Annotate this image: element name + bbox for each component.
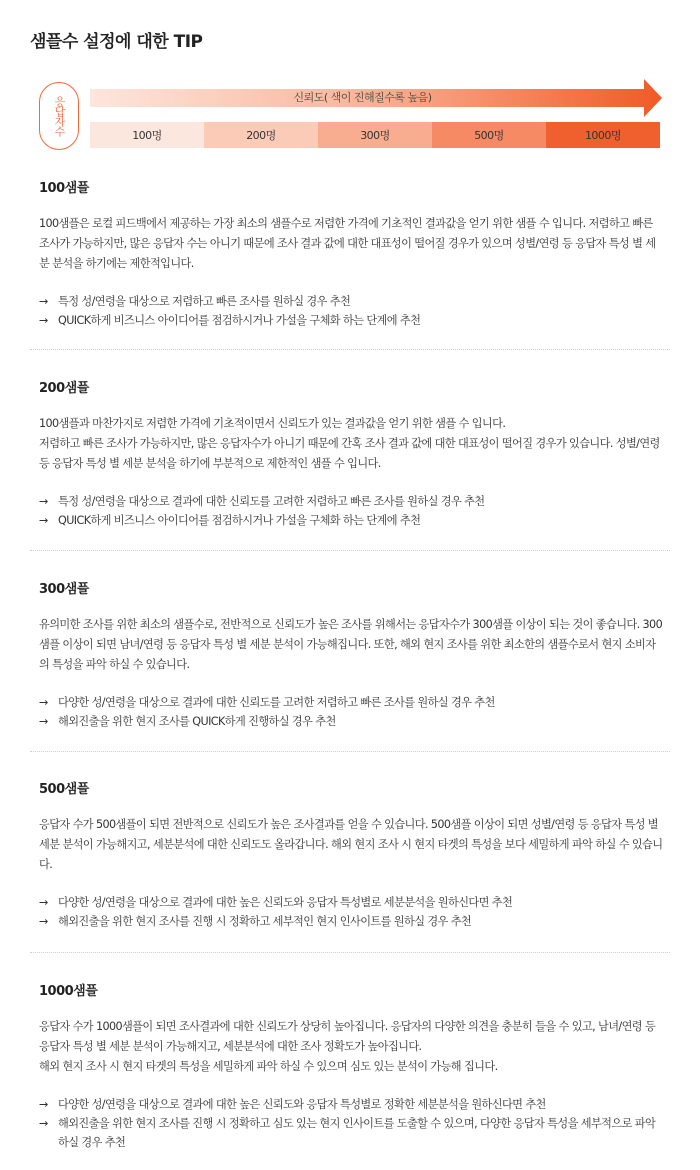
description-paragraph: 해외 현지 조사 시 현지 타겟의 특성을 세밀하게 파악 하실 수 있으며 심도 있는 분석이 가능해 집니다.: [39, 1060, 498, 1073]
recommendation-text: 해외진출을 위한 현지 조사를 QUICK하게 진행하실 경우 추천: [58, 715, 336, 728]
recommendation-item: [39, 893, 665, 912]
section-description: [39, 615, 665, 675]
recommendation-list: [39, 492, 665, 530]
section-divider: [30, 751, 670, 752]
recommendation-text: 다양한 성/연령을 대상으로 결과에 대한 높은 신뢰도와 응답자 특성별로 세분분석을 원하신다면 추천: [58, 896, 513, 909]
recommendation-item: [39, 311, 665, 330]
recommendation-item: [39, 912, 665, 931]
respondent-count-label: 응답자수: [53, 96, 66, 136]
section-title: 500샘플: [39, 782, 89, 797]
section-description: [39, 1017, 665, 1077]
section-description: [39, 815, 665, 875]
recommendation-list: [39, 693, 665, 731]
scale-cell-200: 200명: [204, 122, 318, 148]
section-divider: [30, 952, 670, 953]
section-title: 200샘플: [39, 381, 89, 396]
recommendation-text: 다양한 성/연령을 대상으로 결과에 대한 높은 신뢰도와 응답자 특성별로 정확한 세분분석을 원하신다면 추천: [58, 1098, 546, 1111]
scale-cell-100: 100명: [90, 122, 204, 148]
section-title: 100샘플: [39, 181, 89, 196]
page-title: 샘플수 설정에 대한 TIP: [30, 32, 203, 52]
arrow-right-icon: →: [39, 495, 48, 508]
recommendation-text: 해외진출을 위한 현지 조사를 진행 시 정확하고 심도 있는 현지 인사이트를 도출할 수 있으며, 다양한 응답자 특성을 세부적으로 파악 하실 경우 추천: [58, 1117, 656, 1149]
recommendation-text: 다양한 성/연령을 대상으로 결과에 대한 신뢰도를 고려한 저렴하고 빠른 조사를 원하실 경우 추천: [58, 696, 495, 709]
arrow-right-icon: →: [39, 896, 48, 909]
reliability-label: 신뢰도( 색이 진해질수록 높음): [293, 91, 432, 104]
section-500: [30, 778, 670, 931]
recommendation-text: QUICK하게 비즈니스 아이디어를 점검하시거나 가설을 구체화 하는 단계에 추천: [58, 514, 421, 527]
arrow-right-icon: →: [39, 715, 48, 728]
arrow-right-icon: →: [39, 514, 48, 527]
description-paragraph: 응답자 수가 1000샘플이 되면 조사결과에 대한 신뢰도가 상당히 높아집니다. 응답자의 다양한 의견을 충분히 들을 수 있고, 남녀/연령 등 응답자 특성 별 세분 분석이 가능해지고, 세분분석에 대한 조사 정확도가 높아집니다.: [39, 1020, 656, 1053]
section-divider: [30, 349, 670, 350]
description-paragraph: 응답자 수가 500샘플이 되면 전반적으로 신뢰도가 높은 조사결과를 얻을 수 있습니다. 500샘플 이상이 되면 성별/연령 등 응답자 특성 별 세분 분석이 가능해지고, 세분분석에 대한 신뢰도도 올라갑니다. 해외 현지 조사 시 현지 타겟의 특성을 보다 세밀하게 파악 하실 수 있습니다.: [39, 818, 663, 871]
section-title: 1000샘플: [39, 984, 98, 999]
arrow-right-icon: →: [39, 1098, 48, 1111]
section-300: [30, 578, 670, 731]
recommendation-text: 특정 성/연령을 대상으로 결과에 대한 신뢰도를 고려한 저렴하고 빠른 조사를 원하실 경우 추천: [58, 495, 485, 508]
section-1000: [30, 980, 670, 1152]
recommendation-item: [39, 693, 665, 712]
section-description: [39, 414, 665, 474]
arrow-right-icon: →: [39, 295, 48, 308]
scale-cell-1000: 1000명: [546, 122, 660, 148]
description-paragraph: 저렴하고 빠른 조사가 가능하지만, 많은 응답자수가 아니기 때문에 간혹 조사 결과 값에 대한 대표성이 떨어질 경우가 있습니다. 성별/연령 등 응답자 특성 별 세분 분석을 하기에 부분적으로 제한적인 샘플 수 입니다.: [39, 437, 660, 470]
section-description: [39, 214, 665, 274]
section-title: 300샘플: [39, 582, 89, 597]
respondent-count-badge: [39, 82, 79, 150]
arrow-right-icon: →: [39, 696, 48, 709]
recommendation-item: [39, 712, 665, 731]
description-paragraph: 100샘플과 마찬가지로 저렴한 가격에 기초적이면서 신뢰도가 있는 결과값을 얻기 위한 샘플 수 입니다.: [39, 417, 506, 430]
recommendation-text: 해외진출을 위한 현지 조사를 진행 시 정확하고 세부적인 현지 인사이트를 원하실 경우 추천: [58, 915, 472, 928]
arrow-right-icon: →: [39, 314, 48, 327]
scale-cell-500: 500명: [432, 122, 546, 148]
sample-scale: [90, 122, 660, 148]
recommendation-text: 특정 성/연령을 대상으로 저렴하고 빠른 조사를 원하실 경우 추천: [58, 295, 351, 308]
section-100: [30, 177, 670, 330]
section-200: [30, 377, 670, 530]
arrow-right-icon: →: [39, 915, 48, 928]
recommendation-list: [39, 893, 665, 931]
recommendation-item: [39, 492, 665, 511]
recommendation-item: [39, 511, 665, 530]
section-divider: [30, 550, 670, 551]
arrow-right-icon: →: [39, 1117, 48, 1130]
recommendation-item: [39, 292, 665, 311]
recommendation-item: [39, 1114, 665, 1152]
recommendation-list: [39, 292, 665, 330]
recommendation-list: [39, 1095, 665, 1152]
recommendation-text: QUICK하게 비즈니스 아이디어를 점검하시거나 가설을 구체화 하는 단계에 추천: [58, 314, 421, 327]
recommendation-item: [39, 1095, 665, 1114]
description-paragraph: 100샘플은 로컬 피드백에서 제공하는 가장 최소의 샘플수로 저렴한 가격에 기초적인 결과값을 얻기 위한 샘플 수 입니다. 저렴하고 빠른 조사가 가능하지만, 많은 응답자 수는 아니기 때문에 조사 결과 값에 대한 대표성이 떨어질 경우가 있으며 성별/연령 등 응답자 특성 별 세분 분석을 하기에는 제한적입니다.: [39, 217, 656, 270]
description-paragraph: 유의미한 조사를 위한 최소의 샘플수로, 전반적으로 신뢰도가 높은 조사를 위해서는 응답자수가 300샘플 이상이 되는 것이 좋습니다. 300샘플 이상이 되면 남녀/연령 등 응답자 특성 별 세분 분석이 가능해집니다. 또한, 해외 현지 조사를 위한 최소한의 샘플수로서 현지 소비자의 특성을 파악 하실 수 있습니다.: [39, 618, 663, 671]
scale-cell-300: 300명: [318, 122, 432, 148]
